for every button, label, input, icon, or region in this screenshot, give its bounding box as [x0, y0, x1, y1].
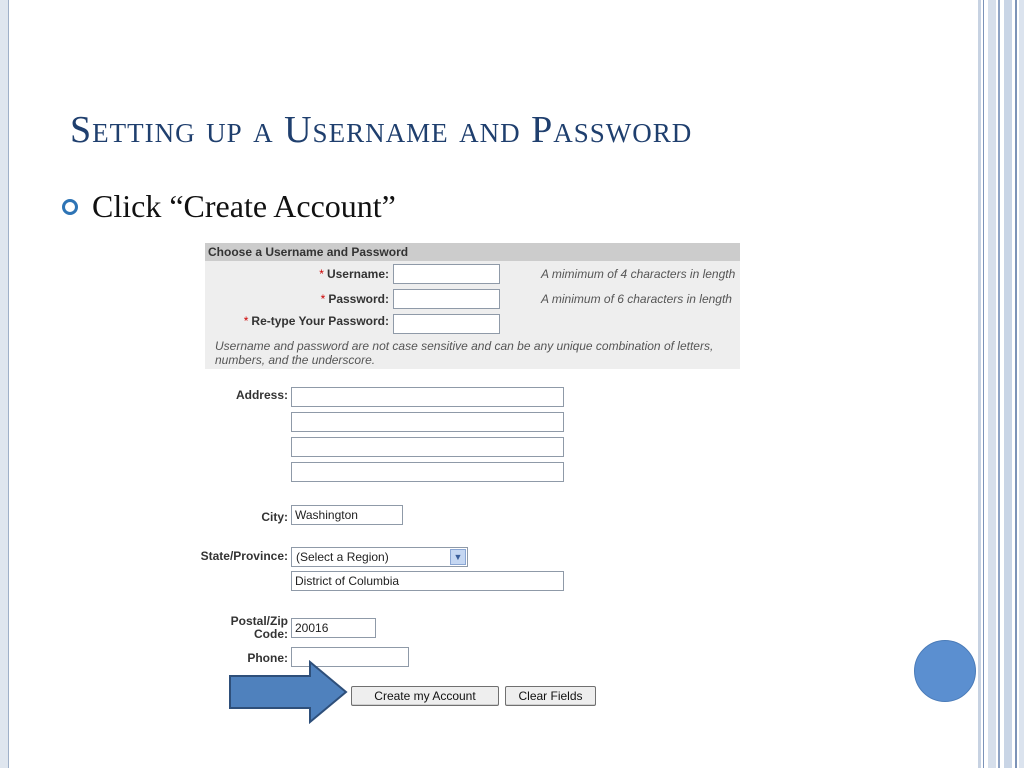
- required-mark: *: [320, 292, 326, 306]
- city-input[interactable]: Washington: [291, 505, 403, 525]
- required-mark: *: [319, 267, 324, 281]
- region-select[interactable]: [291, 547, 468, 567]
- credentials-header: Choose a Username and Password: [205, 243, 740, 261]
- retype-password-label: * Re-type Your Password:: [243, 314, 389, 328]
- credentials-section: [205, 243, 740, 369]
- clear-fields-button[interactable]: Clear Fields: [505, 686, 596, 706]
- address-line-1-input[interactable]: [291, 387, 564, 407]
- phone-label: Phone:: [247, 651, 288, 665]
- ring-bullet-icon: [62, 199, 78, 215]
- decorative-circle: [914, 640, 976, 702]
- slide-left-border: [0, 0, 9, 768]
- username-label: * Username:: [319, 267, 389, 281]
- bullet-item: [62, 188, 396, 225]
- bullet-text: Click “Create Account”: [92, 188, 396, 224]
- state-label: State/Province:: [200, 549, 288, 563]
- chevron-down-icon[interactable]: ▼: [450, 549, 466, 565]
- create-account-button[interactable]: Create my Account: [351, 686, 499, 706]
- address-line-4-input[interactable]: [291, 462, 564, 482]
- region-select-value: (Select a Region): [296, 550, 389, 564]
- registration-form: [200, 243, 745, 718]
- state-input[interactable]: District of Columbia: [291, 571, 564, 591]
- credentials-note: Username and password are not case sensitive and can be any unique combination of letters, numbers, and the underscore.: [215, 339, 714, 367]
- username-input[interactable]: [393, 264, 500, 284]
- required-mark: *: [243, 314, 249, 328]
- address-line-2-input[interactable]: [291, 412, 564, 432]
- city-label: City:: [261, 510, 288, 524]
- retype-password-input[interactable]: [393, 314, 500, 334]
- password-label: * Password:: [320, 292, 389, 306]
- slide-right-border: [978, 0, 1024, 768]
- address-line-3-input[interactable]: [291, 437, 564, 457]
- password-hint: A minimum of 6 characters in length: [541, 292, 732, 306]
- username-hint: A mimimum of 4 characters in length: [541, 267, 736, 281]
- right-arrow-icon: [228, 660, 348, 724]
- address-label: Address:: [235, 388, 288, 402]
- password-input[interactable]: [393, 289, 500, 309]
- slide-title: Setting up a Username and Password: [70, 109, 693, 151]
- postal-code-label: Postal/Zip Code:: [230, 614, 288, 641]
- postal-code-input[interactable]: 20016: [291, 618, 376, 638]
